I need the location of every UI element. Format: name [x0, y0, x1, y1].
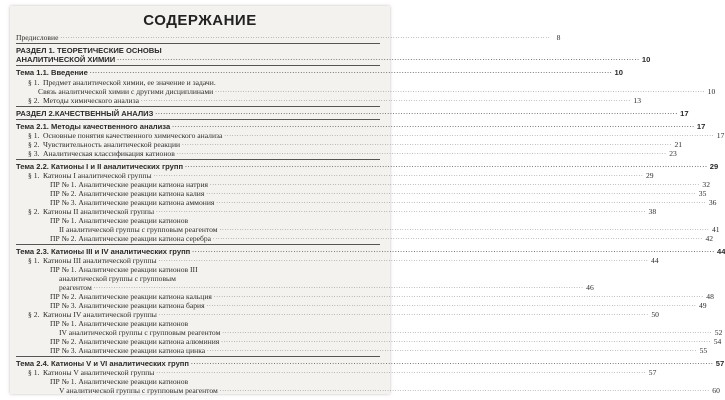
- toc-item-1-1-1-line1[interactable]: [16, 78, 380, 87]
- entry-label: Тема 2.1. Методы качественного анализа: [16, 122, 171, 131]
- divider: [16, 43, 380, 44]
- toc-entry-preface[interactable]: [16, 33, 561, 42]
- entry-page: 48: [706, 292, 714, 301]
- item-number: § 1.: [28, 171, 40, 180]
- toc-topic-2-1[interactable]: [16, 122, 706, 131]
- entry-page: 21: [674, 140, 683, 149]
- entry-label: ПР № 2. Аналитические реакции катиона алюминия: [50, 337, 220, 346]
- entry-label: ПР № 3. Аналитические реакции катиона аммония: [50, 198, 215, 207]
- entry-label: Методы химического анализа: [43, 96, 139, 105]
- entry-label: Предисловие: [16, 33, 59, 42]
- toc-practice-2-3-1-1[interactable]: [16, 283, 594, 292]
- toc-practice-2-3-2-1[interactable]: [16, 328, 723, 337]
- table-of-contents: [16, 33, 725, 395]
- page-title: СОДЕРЖАНИЕ: [143, 12, 257, 29]
- entry-label: РАЗДЕЛ 2.КАЧЕСТВЕННЫЙ АНАЛИЗ: [16, 109, 154, 118]
- divider: [16, 106, 380, 107]
- entry-label: ПР № 3. Аналитические реакции катиона бария: [50, 301, 205, 310]
- toc-practice-2-3-2-2[interactable]: [16, 337, 722, 346]
- entry-label: Катионы III аналитической группы: [43, 256, 157, 265]
- entry-page: 29: [645, 171, 654, 180]
- item-number: § 1.: [28, 78, 40, 87]
- toc-item-2-2-2[interactable]: [16, 207, 657, 216]
- entry-page: 13: [633, 96, 641, 105]
- entry-page: 55: [699, 346, 708, 355]
- item-number: § 1.: [28, 368, 40, 377]
- toc-item-2-3-1[interactable]: [16, 256, 659, 265]
- entry-page: 60: [712, 386, 720, 395]
- entry-page: 57: [648, 368, 657, 377]
- toc-topic-2-4[interactable]: [16, 359, 725, 368]
- divider: [16, 119, 380, 120]
- toc-practice-2-2-2-1[interactable]: [16, 225, 720, 234]
- entry-label: Предмет аналитической химии, ее значение и задачи.: [43, 78, 216, 87]
- toc-practice-2-2-1-1[interactable]: [16, 180, 711, 189]
- item-number: § 3.: [28, 149, 40, 158]
- divider: [16, 244, 380, 245]
- entry-label: ПР № 2. Аналитические реакции катиона серебра: [50, 234, 212, 243]
- entry-page: 10: [614, 68, 623, 77]
- toc-item-2-1-1[interactable]: [16, 131, 725, 140]
- toc-practice-2-4-1-1-line1[interactable]: ПР № 1. Аналитические реакции катионов: [50, 377, 189, 386]
- entry-page: 41: [711, 225, 720, 234]
- entry-page: 57: [715, 359, 725, 368]
- entry-label: IV аналитической группы с групповым реагентом: [59, 328, 221, 337]
- toc-practice-2-2-1-2[interactable]: [16, 189, 707, 198]
- entry-page: 35: [698, 189, 707, 198]
- toc-item-2-1-3[interactable]: [16, 149, 677, 158]
- toc-item-1-1-2[interactable]: [16, 96, 641, 105]
- divider: [16, 65, 380, 66]
- entry-label: Основные понятия качественного химического анализа: [43, 131, 223, 140]
- toc-practice-2-3-1-1-line2[interactable]: аналитической группы с групповым: [59, 274, 176, 283]
- entry-label: Тема 2.2. Катионы I и II аналитических групп: [16, 162, 184, 171]
- item-number: § 2.: [28, 140, 40, 149]
- toc-section-1[interactable]: [16, 55, 651, 64]
- entry-page: 49: [699, 301, 707, 310]
- entry-page: 10: [641, 55, 651, 64]
- entry-label: Катионы I аналитической группы: [43, 171, 152, 180]
- entry-label: Тема 2.4. Катионы V и VI аналитических групп: [16, 359, 189, 368]
- entry-label: ПР № 3. Аналитические реакции катиона цинка: [50, 346, 206, 355]
- toc-item-1-1-1[interactable]: [16, 87, 716, 96]
- toc-topic-2-2[interactable]: [16, 162, 719, 171]
- toc-practice-2-3-1-3[interactable]: [16, 301, 707, 310]
- item-number: § 1.: [28, 131, 40, 140]
- entry-page: 17: [696, 122, 706, 131]
- entry-label: ПР № 2. Аналитические реакции катиона калия: [50, 189, 205, 198]
- entry-page: 36: [708, 198, 717, 207]
- entry-label: Чувствительность аналитической реакции: [43, 140, 181, 149]
- toc-practice-2-3-1-2[interactable]: [16, 292, 714, 301]
- entry-page: 10: [707, 87, 716, 96]
- entry-label: АНАЛИТИЧЕСКОЙ ХИМИИ: [16, 55, 116, 64]
- entry-page: 46: [586, 283, 594, 292]
- toc-item-2-3-2[interactable]: [16, 310, 659, 319]
- entry-label: II аналитической группы с групповым реагентом: [59, 225, 218, 234]
- toc-practice-2-4-1-1[interactable]: [16, 386, 720, 395]
- entry-page: 52: [714, 328, 723, 337]
- toc-section-1-line1[interactable]: РАЗДЕЛ 1. ТЕОРЕТИЧЕСКИЕ ОСНОВЫ: [16, 46, 162, 55]
- entry-page: 23: [669, 149, 677, 158]
- toc-practice-2-3-1-1-line1[interactable]: ПР № 1. Аналитические реакции катионов III: [50, 265, 198, 274]
- toc-item-2-4-1[interactable]: [16, 368, 657, 377]
- toc-item-2-2-1[interactable]: [16, 171, 654, 180]
- entry-label: Катионы II аналитической группы: [43, 207, 155, 216]
- item-number: § 1.: [28, 256, 40, 265]
- entry-page: 8: [556, 33, 561, 42]
- entry-page: 17: [716, 131, 725, 140]
- entry-page: 50: [651, 310, 659, 319]
- divider: [16, 356, 380, 357]
- toc-practice-2-3-2-3[interactable]: [16, 346, 708, 355]
- entry-label: ПР № 1. Аналитические реакции катиона натрия: [50, 180, 209, 189]
- toc-topic-1-1[interactable]: [16, 68, 623, 77]
- entry-page: 54: [713, 337, 722, 346]
- entry-page: 44: [651, 256, 659, 265]
- entry-label: Тема 1.1. Введение: [16, 68, 88, 77]
- entry-page: 38: [648, 207, 657, 216]
- toc-item-2-1-2[interactable]: [16, 140, 683, 149]
- toc-topic-2-3[interactable]: [16, 247, 725, 256]
- toc-section-2[interactable]: [16, 109, 689, 118]
- toc-practice-2-2-1-3[interactable]: [16, 198, 717, 207]
- entry-page: 42: [705, 234, 714, 243]
- entry-label: ПР № 2. Аналитические реакции катиона кальция: [50, 292, 212, 301]
- toc-practice-2-3-2-1-line1[interactable]: ПР № 1. Аналитические реакции катионов: [50, 319, 189, 328]
- toc-practice-2-2-2-2[interactable]: [16, 234, 714, 243]
- entry-label: Катионы IV аналитической группы: [43, 310, 157, 319]
- entry-page: 17: [680, 109, 689, 118]
- divider: [16, 159, 380, 160]
- entry-page: 44: [716, 247, 725, 256]
- entry-page: 29: [709, 162, 719, 171]
- toc-practice-2-2-2-1-line1[interactable]: ПР № 1. Аналитические реакции катионов: [50, 216, 189, 225]
- item-number: § 2.: [28, 96, 40, 105]
- entry-label: V аналитической группы с групповым реагентом: [59, 386, 218, 395]
- entry-label: реагентом: [59, 283, 92, 292]
- entry-label: Катионы V аналитической группы: [43, 368, 155, 377]
- entry-label: Аналитическая классификация катионов: [43, 149, 175, 158]
- entry-label: Тема 2.3. Катионы III и IV аналитических групп: [16, 247, 191, 256]
- item-number: § 2.: [28, 310, 40, 319]
- document-page: [10, 6, 725, 395]
- item-number: § 2.: [28, 207, 40, 216]
- entry-label: Связь аналитической химии с другими дисциплинами: [38, 87, 214, 96]
- entry-page: 32: [702, 180, 711, 189]
